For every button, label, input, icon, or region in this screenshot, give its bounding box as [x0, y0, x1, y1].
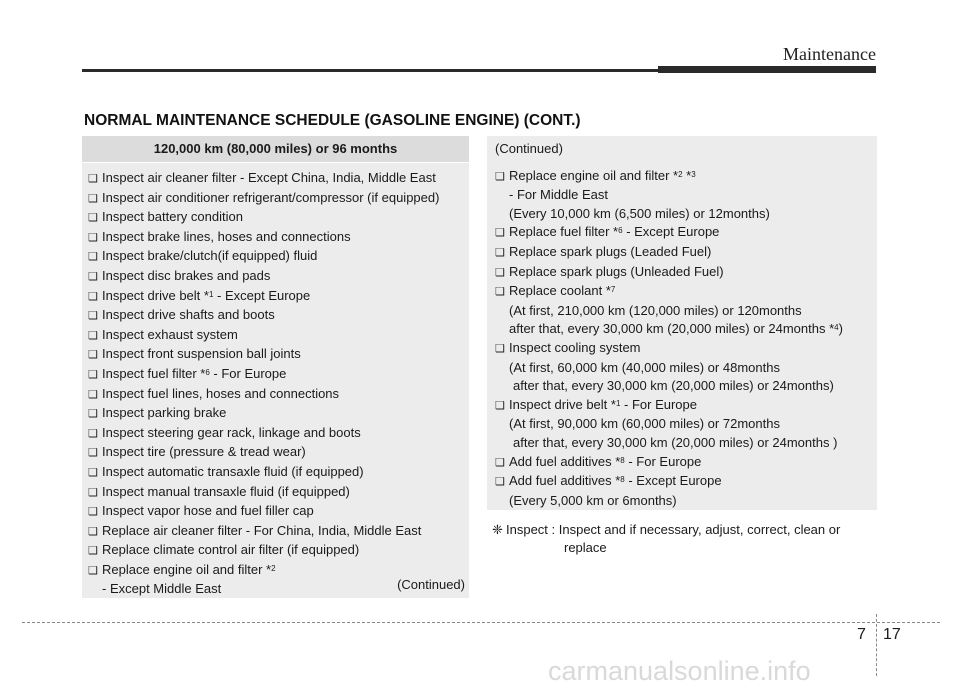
list-item — [88, 345, 469, 365]
left-schedule-panel — [82, 136, 469, 598]
item-text-after: - Except Europe — [624, 473, 722, 489]
checkbox-icon: ❑ — [495, 170, 505, 183]
item-text: Inspect vapor hose and fuel filler cap — [102, 503, 314, 519]
checkbox-icon: ❑ — [88, 545, 98, 558]
list-item — [88, 189, 469, 209]
checkbox-icon: ❑ — [88, 329, 98, 342]
item-text: Replace coolant * — [509, 283, 611, 299]
checkbox-icon: ❑ — [88, 427, 98, 440]
checkbox-icon: ❑ — [495, 246, 505, 259]
item-text: Add fuel additives * — [509, 473, 621, 489]
item-text: Inspect air conditioner refrigerant/compressor (if equipped) — [102, 189, 440, 205]
list-item — [88, 385, 469, 405]
list-item — [88, 287, 469, 307]
footnote-mark: 3 — [691, 169, 696, 179]
continued-label: (Continued) — [397, 577, 465, 592]
item-text: Inspect drive belt * — [102, 287, 209, 303]
footnote-mark: 1 — [615, 398, 621, 408]
item-text-mid: * — [682, 167, 692, 183]
item-text: Inspect drive belt * — [509, 396, 616, 412]
note-line-2: replace — [564, 540, 607, 555]
list-item — [88, 267, 469, 287]
footnote-mark: 7 — [610, 285, 616, 295]
list-item — [88, 404, 469, 424]
header-rule-thick — [658, 66, 876, 73]
item-text: Replace spark plugs (Leaded Fuel) — [509, 243, 712, 259]
list-item — [88, 541, 469, 561]
item-detail: - Except Middle East — [102, 581, 222, 597]
item-text: Inspect brake lines, hoses and connections — [102, 228, 351, 244]
note-line-1: Inspect : Inspect and if necessary, adjust, correct, clean or — [506, 522, 841, 537]
item-text: Inspect steering gear rack, linkage and boots — [102, 424, 361, 440]
checkbox-icon: ❑ — [88, 231, 98, 244]
item-text: Replace climate control air filter (if equipped) — [102, 542, 360, 558]
item-detail: - For Middle East — [509, 187, 608, 203]
footnote-mark: 6 — [205, 367, 210, 377]
checkbox-icon: ❑ — [495, 476, 505, 489]
item-detail — [495, 320, 877, 339]
list-item — [495, 453, 877, 473]
list-item — [495, 167, 877, 187]
checkbox-icon: ❑ — [88, 447, 98, 460]
list-item — [495, 263, 877, 283]
item-text: Inspect tire (pressure & tread wear) — [102, 444, 306, 460]
item-text: Inspect brake/clutch(if equipped) fluid — [102, 248, 318, 264]
item-text: Replace engine oil and filter * — [509, 167, 679, 183]
right-schedule-panel — [487, 136, 877, 510]
item-text: Replace spark plugs (Unleaded Fuel) — [509, 263, 724, 279]
item-text: Inspect disc brakes and pads — [102, 267, 271, 283]
watermark: carmanualsonline.info — [548, 656, 811, 686]
item-text: Replace engine oil and filter * — [102, 561, 272, 577]
item-text: Inspect front suspension ball joints — [102, 346, 301, 362]
item-text: Inspect fuel filter * — [102, 365, 206, 381]
checkbox-icon: ❑ — [88, 192, 98, 205]
item-text-after: - For Europe — [209, 365, 287, 381]
checkbox-icon: ❑ — [88, 173, 98, 185]
checkbox-icon: ❑ — [88, 349, 98, 362]
list-item — [495, 472, 877, 492]
list-item — [88, 326, 469, 346]
checkbox-icon: ❑ — [88, 408, 98, 421]
item-text: Inspect automatic transaxle fluid (if equipped) — [102, 463, 364, 479]
checkbox-icon: ❑ — [88, 466, 98, 479]
item-text: Inspect air cleaner filter - Except China, India, Middle East — [102, 170, 436, 185]
item-text: Inspect manual transaxle fluid (if equipped) — [102, 483, 350, 499]
page-header-title: Maintenance — [783, 44, 876, 64]
item-detail-text: after that, every 30,000 km (20,000 miles) or 24months * — [509, 321, 835, 337]
checkbox-icon: ❑ — [88, 525, 98, 538]
item-text: Replace air cleaner filter - For China, India, Middle East — [102, 522, 422, 538]
checkbox-icon: ❑ — [88, 290, 98, 303]
checkbox-icon: ❑ — [88, 212, 98, 225]
footer-divider — [22, 622, 940, 623]
note-symbol-icon: ❈ — [492, 522, 503, 537]
item-text: Inspect fuel lines, hoses and connections — [102, 385, 340, 401]
inspect-note — [492, 521, 877, 557]
footnote-mark: 2 — [271, 563, 276, 573]
checkbox-icon: ❑ — [88, 486, 98, 499]
item-text-after: - For Europe — [624, 453, 702, 469]
list-item — [88, 169, 469, 189]
item-detail: (At first, 90,000 km (60,000 miles) or 72months — [509, 416, 780, 432]
checkbox-icon: ❑ — [495, 399, 505, 412]
list-item — [88, 443, 469, 463]
item-detail: (At first, 210,000 km (120,000 miles) or 120months — [509, 302, 802, 318]
checkbox-icon: ❑ — [495, 342, 505, 355]
checkbox-icon: ❑ — [495, 227, 505, 240]
checkbox-icon: ❑ — [88, 251, 98, 264]
checkbox-icon: ❑ — [88, 310, 98, 323]
item-detail: (At first, 60,000 km (40,000 miles) or 48months — [509, 359, 780, 375]
item-text-after: - Except Europe — [213, 287, 311, 303]
list-item — [88, 228, 469, 248]
checkbox-icon: ❑ — [88, 270, 98, 283]
list-item — [88, 483, 469, 503]
item-detail: after that, every 30,000 km (20,000 miles) or 24months ) — [513, 434, 838, 450]
list-item — [88, 208, 469, 228]
list-item — [495, 223, 877, 243]
item-detail-after: ) — [838, 321, 843, 337]
header-rule — [82, 69, 658, 72]
left-item-list — [82, 163, 469, 599]
list-item — [88, 306, 469, 326]
item-text: Inspect exhaust system — [102, 326, 238, 342]
checkbox-icon: ❑ — [88, 368, 98, 381]
list-item — [495, 396, 877, 416]
item-text: Inspect drive shafts and boots — [102, 307, 275, 323]
list-item — [88, 502, 469, 522]
checkbox-icon: ❑ — [495, 456, 505, 469]
item-detail: (Every 5,000 km or 6months) — [509, 492, 677, 508]
item-text: Inspect parking brake — [102, 405, 227, 421]
chapter-number: 7 — [857, 626, 866, 643]
page-number: 17 — [883, 626, 901, 643]
footnote-mark: 1 — [208, 289, 214, 299]
continued-label-top: (Continued) — [495, 141, 563, 156]
item-text: Inspect battery condition — [102, 209, 243, 225]
list-item — [495, 243, 877, 263]
checkbox-icon: ❑ — [88, 564, 98, 577]
footnote-mark: 8 — [620, 475, 625, 485]
item-text: Add fuel additives * — [509, 453, 621, 469]
list-item — [495, 282, 877, 302]
footnote-mark: 2 — [678, 169, 683, 179]
checkbox-icon: ❑ — [88, 388, 98, 401]
item-text-after: - Except Europe — [622, 224, 720, 240]
checkbox-icon: ❑ — [495, 266, 505, 279]
item-text: Inspect cooling system — [509, 339, 641, 355]
footnote-mark: 8 — [620, 455, 625, 465]
section-title: NORMAL MAINTENANCE SCHEDULE (GASOLINE ENGINE) (CONT.) — [84, 112, 581, 129]
list-item — [88, 424, 469, 444]
list-item — [88, 522, 469, 542]
item-text: Replace fuel filter * — [509, 224, 619, 240]
interval-heading: 120,000 km (80,000 miles) or 96 months — [82, 136, 469, 163]
list-item — [88, 463, 469, 483]
page-number-divider — [876, 614, 877, 676]
list-item — [88, 365, 469, 385]
item-detail: (Every 10,000 km (6,500 miles) or 12months) — [509, 205, 770, 221]
footnote-mark: 6 — [618, 226, 623, 236]
checkbox-icon: ❑ — [88, 506, 98, 519]
checkbox-icon: ❑ — [495, 286, 505, 299]
footnote-mark: 4 — [834, 323, 839, 333]
item-text-after: - For Europe — [620, 396, 697, 412]
list-item — [88, 247, 469, 267]
item-detail: after that, every 30,000 km (20,000 miles) or 24months) — [513, 378, 834, 394]
list-item — [495, 339, 877, 359]
